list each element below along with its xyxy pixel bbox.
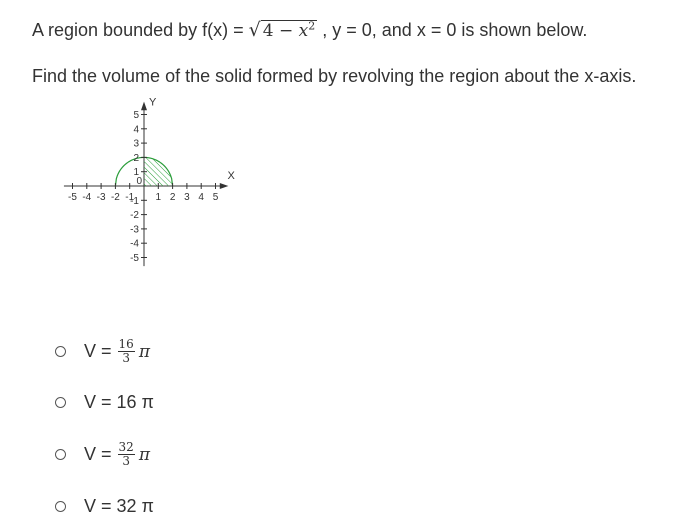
- choice-3-prefix: V =: [84, 444, 112, 464]
- y-tick-label: -5: [130, 253, 139, 264]
- x-tick-label: 1: [155, 192, 162, 203]
- choice-1-denominator: 3: [122, 351, 130, 365]
- radicand-const: 4: [262, 21, 274, 41]
- choice-3-fraction: [118, 441, 135, 468]
- radical-sign-icon: √: [248, 19, 261, 41]
- y-tick-label: 1: [133, 167, 139, 179]
- x-tick-label: -1: [125, 192, 135, 203]
- choice-4-text: V = 32 π: [84, 496, 154, 516]
- y-tick-label: -3: [130, 224, 139, 236]
- x-tick-label: -5: [68, 192, 77, 203]
- choice-3-pi: π: [138, 444, 150, 465]
- x-tick-label: 5: [212, 192, 219, 203]
- x-tick-label: 4: [198, 192, 204, 203]
- y-tick-label: -4: [130, 238, 139, 250]
- x-tick-label: 2: [169, 192, 176, 203]
- radicand-var: x: [298, 21, 309, 41]
- x-tick-label: -2: [110, 192, 120, 203]
- question-line-2: Find the volume of the solid formed by revolving the region about the x-axis.: [32, 66, 637, 86]
- choice-1-numerator: 16: [118, 337, 134, 351]
- radicand: [261, 20, 317, 41]
- choice-4[interactable]: [55, 496, 154, 517]
- choice-2-text: V = 16 π: [84, 392, 154, 412]
- choice-1-pi: π: [138, 341, 150, 362]
- question-prefix: A region bounded by f(x) =: [32, 20, 249, 40]
- choice-3-numerator: 32: [118, 440, 134, 454]
- choice-3[interactable]: [55, 441, 150, 468]
- y-tick-label: -1: [130, 195, 139, 207]
- region-graph: [50, 96, 240, 271]
- choice-1[interactable]: [55, 338, 150, 365]
- origin-label: 0: [136, 176, 142, 187]
- x-tick-label: -4: [82, 192, 92, 203]
- y-tick-label: 4: [133, 124, 139, 136]
- choice-2[interactable]: [55, 392, 154, 413]
- question-suffix: , y = 0, and x = 0 is shown below.: [317, 20, 588, 40]
- radicand-exp: 2: [308, 19, 316, 33]
- x-tick-label: 3: [184, 192, 190, 203]
- radicand-minus: −: [273, 21, 299, 41]
- radio-button-icon[interactable]: [55, 501, 66, 512]
- sqrt-expression: [249, 19, 318, 41]
- y-axis-label: Y: [149, 96, 157, 109]
- y-tick-label: 5: [133, 110, 139, 121]
- choice-3-denominator: 3: [122, 454, 130, 468]
- radio-button-icon[interactable]: [55, 397, 66, 408]
- y-tick-label: 3: [133, 138, 139, 150]
- radio-button-icon[interactable]: [55, 449, 66, 460]
- radio-button-icon[interactable]: [55, 346, 66, 357]
- question-line-1: [32, 19, 587, 41]
- y-tick-label: 2: [133, 152, 139, 164]
- x-tick-label: -3: [96, 192, 106, 203]
- choice-1-fraction: [118, 338, 135, 365]
- y-tick-label: -2: [130, 210, 139, 222]
- y-axis-arrow-icon: [141, 102, 147, 111]
- choice-1-prefix: V =: [84, 341, 112, 361]
- x-axis-arrow-icon: [220, 183, 229, 189]
- x-axis-label: X: [227, 170, 235, 182]
